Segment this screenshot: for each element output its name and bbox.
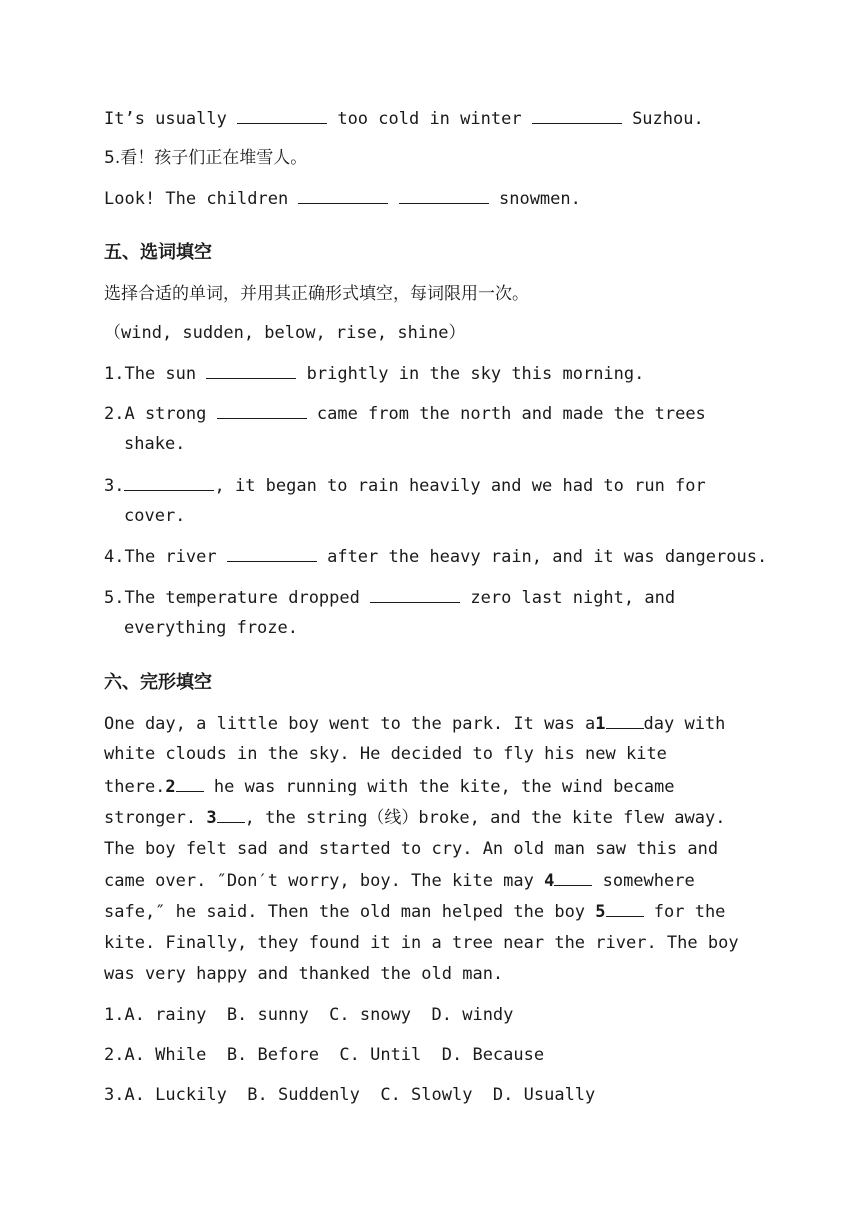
text: stronger.	[104, 808, 207, 828]
passage-line-4	[104, 805, 725, 830]
text: there.	[104, 777, 166, 797]
text: , it began to rain heavily and we had to run for	[214, 476, 706, 496]
passage-line-1	[104, 711, 725, 736]
blank-number: 1	[595, 714, 606, 734]
question-5-chinese: 5.看！孩子们正在堆雪人。	[104, 148, 308, 168]
text: Look! The children	[104, 189, 289, 209]
answer-blank[interactable]	[217, 401, 307, 419]
text: 1.The sun	[104, 364, 197, 384]
text: It’s usually	[104, 109, 227, 129]
answer-blank[interactable]	[124, 473, 214, 491]
text: 3.	[104, 476, 125, 496]
text: Suzhou.	[632, 109, 704, 129]
answer-blank[interactable]	[606, 711, 644, 729]
blank-number: 4	[544, 871, 555, 891]
s5-question-5-cont: everything froze.	[124, 618, 298, 638]
s5-question-2-cont: shake.	[124, 434, 186, 454]
question-5-english	[104, 186, 581, 211]
text: for the	[643, 902, 726, 922]
text: too cold in winter	[337, 109, 522, 129]
passage-line-3	[104, 774, 674, 799]
word-bank: （wind, sudden, below, rise, shine）	[104, 323, 466, 343]
passage-line-6	[104, 868, 695, 893]
text: brightly in the sky this morning.	[306, 364, 645, 384]
option-row-1: 1.A. rainy B. sunny C. snowy D. windy	[104, 1005, 514, 1025]
text: , the string（线）broke, and the kite flew away.	[244, 808, 726, 828]
answer-blank[interactable]	[370, 585, 460, 603]
s5-question-3	[104, 473, 706, 498]
s5-question-4	[104, 544, 767, 569]
text: 5.The temperature dropped	[104, 588, 360, 608]
text: after the heavy rain, and it was dangerous.	[327, 547, 768, 567]
option-row-2: 2.A. While B. Before C. Until D. Because	[104, 1045, 545, 1065]
option-row-3: 3.A. Luckily B. Suddenly C. Slowly D. Usually	[104, 1085, 596, 1105]
text: One day, a little boy went to the park. It was a	[104, 714, 596, 734]
answer-blank[interactable]	[554, 868, 592, 886]
answer-blank[interactable]	[206, 361, 296, 379]
answer-blank[interactable]	[298, 186, 388, 204]
text: 2.A strong	[104, 404, 207, 424]
text: zero last night, and	[470, 588, 676, 608]
s5-question-3-cont: cover.	[124, 506, 186, 526]
answer-blank[interactable]	[237, 106, 327, 124]
text: snowmen.	[498, 189, 581, 209]
text: somewhere	[592, 871, 695, 891]
answer-blank[interactable]	[606, 899, 644, 917]
blank-number: 5	[595, 902, 606, 922]
s5-question-1	[104, 361, 644, 386]
answer-blank[interactable]	[217, 805, 245, 823]
answer-blank[interactable]	[532, 106, 622, 124]
section-5-title: 五、选词填空	[104, 242, 212, 263]
blank-number: 3	[206, 808, 217, 828]
section-5-instruction: 选择合适的单词，并用其正确形式填空，每词限用一次。	[104, 284, 529, 304]
text: came over. ″Don′t worry, boy. The kite may	[104, 871, 545, 891]
text: came from the north and made the trees	[316, 404, 706, 424]
passage-line-8: kite. Finally, they found it in a tree near the river. The boy	[104, 933, 739, 953]
answer-blank[interactable]	[176, 774, 204, 792]
passage-line-7	[104, 899, 725, 924]
passage-line-5: The boy felt sad and started to cry. An old man saw this and	[104, 839, 719, 859]
section-6-title: 六、完形填空	[104, 672, 212, 693]
answer-blank[interactable]	[227, 544, 317, 562]
question-4-english	[104, 106, 704, 131]
passage-line-2: white clouds in the sky. He decided to fly his new kite	[104, 744, 667, 764]
text: 4.The river	[104, 547, 217, 567]
text: safe,″ he said. Then the old man helped the boy	[104, 902, 596, 922]
answer-blank[interactable]	[399, 186, 489, 204]
blank-number: 2	[165, 777, 176, 797]
s5-question-5	[104, 585, 675, 610]
text: day with	[643, 714, 726, 734]
s5-question-2	[104, 401, 706, 426]
text: he was running with the kite, the wind became	[203, 777, 675, 797]
passage-line-9: was very happy and thanked the old man.	[104, 964, 504, 984]
